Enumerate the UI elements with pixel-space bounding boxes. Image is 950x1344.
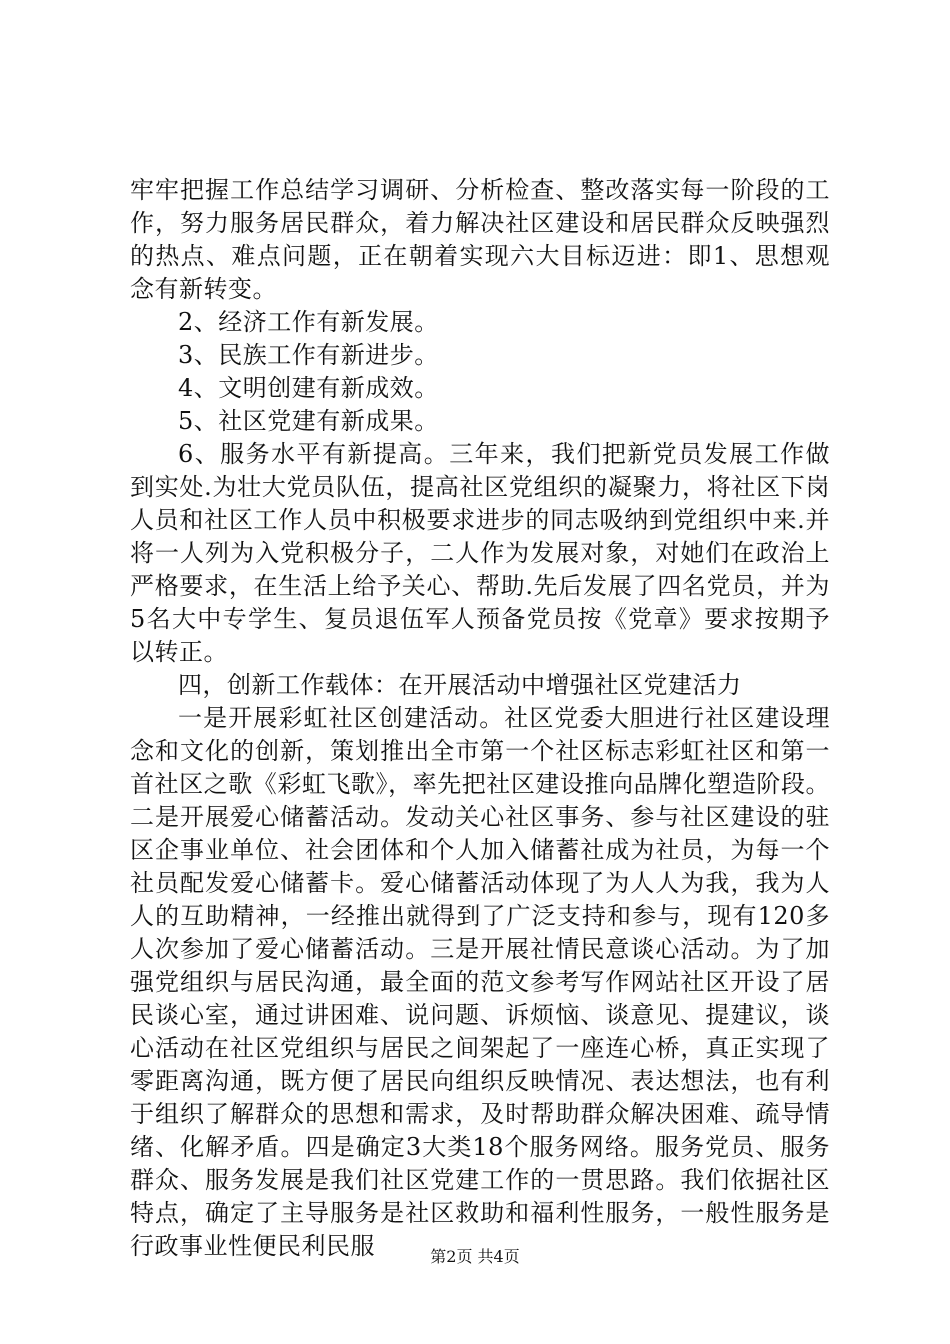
document-body [130, 174, 830, 1263]
paragraph: 4、文明创建有新成效。 [178, 374, 439, 402]
paragraph: 牢牢把握工作总结学习调研、分析检查、整改落实每一阶段的工作，努力服务居民群众，着力解决社区建设和居民群众反映强烈的热点、难点问题，正在朝着实现六大目标迈进：即1、思想观念有新转变。 [130, 176, 830, 303]
paragraph: 2、经济工作有新发展。 [178, 308, 439, 336]
section-heading: 四，创新工作载体：在开展活动中增强社区党建活力 [178, 671, 742, 699]
page-number-footer: 第2页 共4页 [430, 1247, 520, 1266]
paragraph: 5、社区党建有新成果。 [178, 407, 439, 435]
paragraph: 6、服务水平有新提高。三年来，我们把新党员发展工作做到实处.为壮大党员队伍，提高社区党组织的凝聚力，将社区下岗人员和社区工作人员中积极要求进步的同志吸纳到党组织中来.并将一人列为入党积极分子，二人作为发展对象，对她们在政治上严格要求，在生活上给予关心、帮助.先后发展了四名党员，并为5名大中专学生、复员退伍军人预备党员按《党章》要求按期予以转正。 [130, 440, 830, 666]
paragraph: 3、民族工作有新进步。 [178, 341, 439, 369]
paragraph: 一是开展彩虹社区创建活动。社区党委大胆进行社区建设理念和文化的创新，策划推出全市第一个社区标志彩虹社区和第一首社区之歌《彩虹飞歌》，率先把社区建设推向品牌化塑造阶段。二是开展爱心储蓄活动。发动关心社区事务、参与社区建设的驻区企事业单位、社会团体和个人加入储蓄社成为社员，为每一个社员配发爱心储蓄卡。爱心储蓄活动体现了为人人为我，我为人人的互助精神，一经推出就得到了广泛支持和参与，现有120多人次参加了爱心储蓄活动。三是开展社情民意谈心活动。为了加强党组织与居民沟通，最全面的范文参考写作网站社区开设了居民谈心室，通过讲困难、说问题、诉烦恼、谈意见、提建议，谈心活动在社区党组织与居民之间架起了一座连心桥，真正实现了零距离沟通，既方便了居民向组织反映情况、表达想法，也有利于组织了解群众的思想和需求，及时帮助群众解决困难、疏导情绪、化解矛盾。四是确定3大类18个服务网络。服务党员、服务群众、服务发展是我们社区党建工作的一贯思路。我们依据社区特点，确定了主导服务是社区救助和福利性服务，一般性服务是行政事业性便民利民服 [130, 704, 830, 1260]
